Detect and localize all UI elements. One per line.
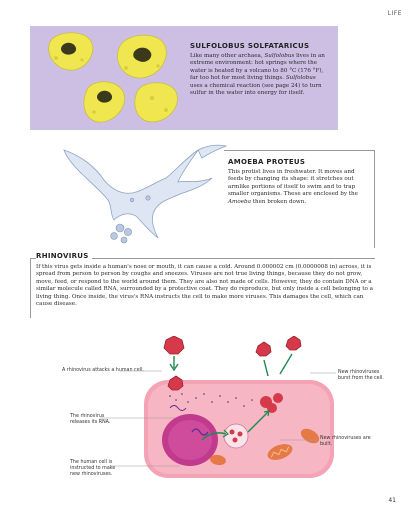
rhinovirus-description: If this virus gets inside a human's nose or mouth, it can cause a cold. Around 0.000002 cm (0.0000008 in) across, it is spread from person to person by coughs and sneezes. Viruses are not true living things, because they do not grow, move, feed, or respond to the world around them. They are also not made of cells. However, they do contain DNA or a similar molecule called RNA, surrounded by a protective coat. They do reproduce, but only inside a cell belonging to a living thing. Once inside, the virus's RNA instructs the cell to make more viruses. This damages the cell, which can cause disease. [36, 264, 373, 308]
amoeba-description: This protist lives in freshwater. It moves and feeds by changing its shape: it stretches out armlike portions of itself to swim and to trap smaller organisms. These are enclosed by the Amoeba then broken down. [228, 169, 358, 205]
label-virus-attacks: A rhinovirus attacks a human cell. [62, 368, 144, 373]
label-releases-rna: The rhinovirus releases its RNA. [70, 414, 111, 425]
sulfolobus-title: SULFOLOBUS SOLFATARICUS [190, 42, 310, 50]
section-header: LIFE [387, 10, 402, 17]
sulfolobus-description: Like many other archaea, Sulfolobus lives in an extreme environment: hot springs where the water is heated by a volcano to 80 °C (176 °F), far too hot for most living things. Sulfolobus uses a chemical reaction (see page 24) to turn sulfur in the water into energy for itself. [190, 53, 325, 97]
amoeba-title: AMOEBA PROTEUS [228, 158, 306, 166]
page-number: 41 [388, 497, 396, 504]
label-burst: New rhinoviruses burst from the cell. [338, 370, 384, 381]
label-cell-instructed: The human cell is instructed to make new rhinoviruses. [70, 460, 116, 477]
rhinovirus-title: RHINOVIRUS [36, 252, 92, 260]
label-built: New rhinoviruses are built. [320, 436, 371, 447]
